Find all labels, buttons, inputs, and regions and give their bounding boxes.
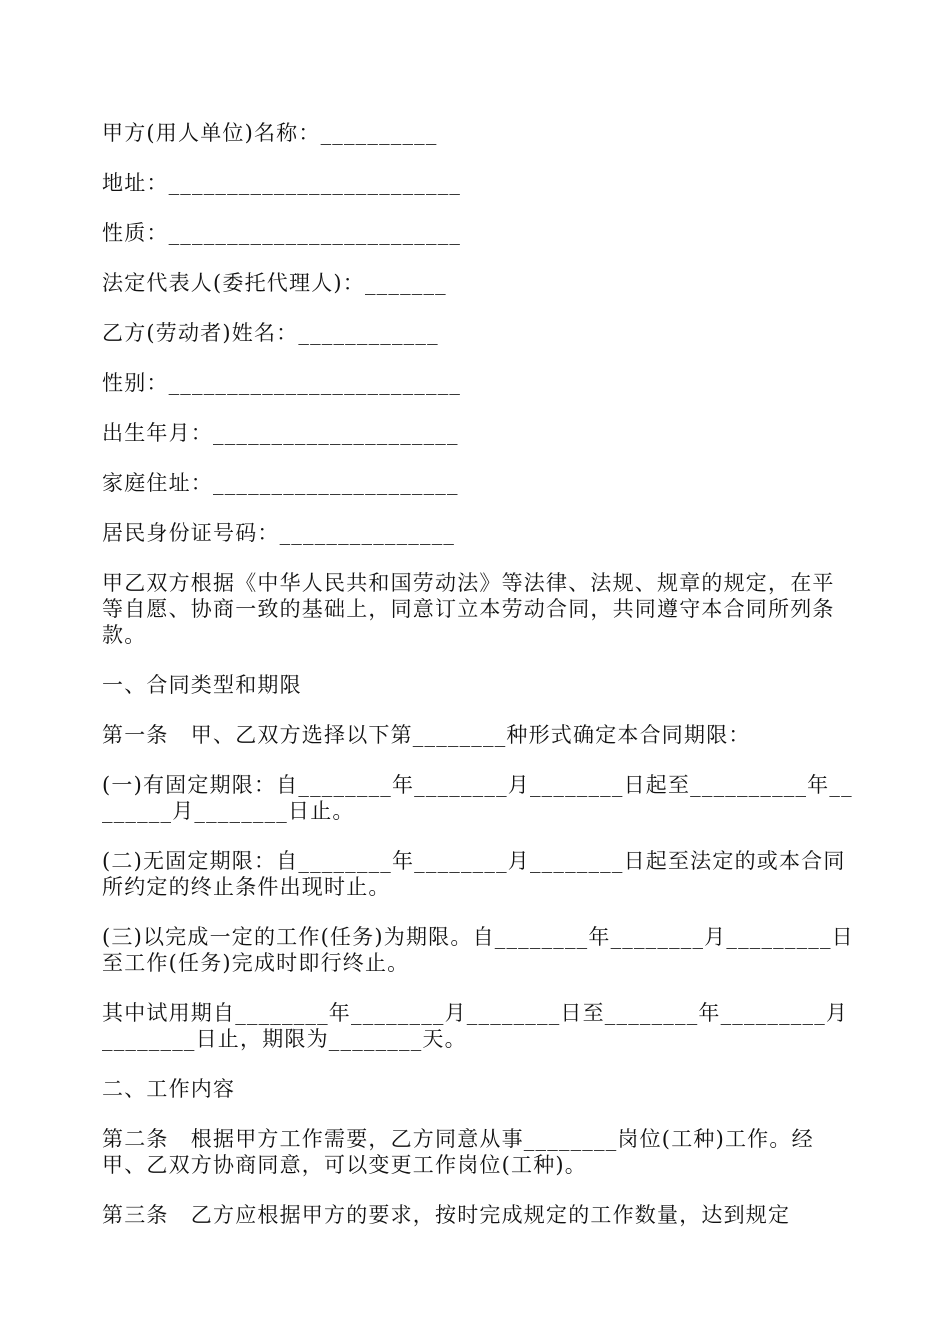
article-3: 第三条 乙方应根据甲方的要求，按时完成规定的工作数量，达到规定 bbox=[102, 1203, 791, 1227]
contract-body bbox=[102, 120, 854, 1252]
option-fixed-term: (一)有固定期限：自________年________月________日起至__________年________月________日止。 bbox=[102, 773, 853, 823]
nature-field: 性质：_________________________ bbox=[102, 221, 462, 245]
article-1: 第一条 甲、乙双方选择以下第________种形式确定本合同期限： bbox=[102, 723, 751, 747]
section-heading-contract-type: 一、合同类型和期限 bbox=[102, 673, 302, 697]
home-address-field: 家庭住址：_____________________ bbox=[102, 471, 459, 495]
legal-representative-field: 法定代表人(委托代理人)：_______ bbox=[102, 271, 447, 295]
article-2: 第二条 根据甲方工作需要，乙方同意从事________岗位(工种)工作。经甲、乙双方协商同意，可以变更工作岗位(工种)。 bbox=[102, 1127, 814, 1177]
id-number-field: 居民身份证号码：_______________ bbox=[102, 521, 456, 545]
birth-date-field: 出生年月：_____________________ bbox=[102, 421, 459, 445]
party-a-name-field: 甲方(用人单位)名称：__________ bbox=[102, 121, 438, 145]
party-b-name-field: 乙方(劳动者)姓名：____________ bbox=[102, 321, 439, 345]
section-heading-work-content: 二、工作内容 bbox=[102, 1077, 236, 1101]
address-field: 地址：_________________________ bbox=[102, 171, 462, 195]
option-open-term: (二)无固定期限：自________年________月________日起至法定的或本合同所约定的终止条件出现时止。 bbox=[102, 849, 846, 899]
probation-period: 其中试用期自________年________月________日至________年_________月________日止，期限为________天。 bbox=[102, 1001, 849, 1051]
option-task-term: (三)以完成一定的工作(任务)为期限。自________年________月_________日至工作(任务)完成时即行终止。 bbox=[102, 925, 854, 975]
preamble-paragraph: 甲乙双方根据《中华人民共和国劳动法》等法律、法规、规章的规定，在平等自愿、协商一致的基础上，同意订立本劳动合同，共同遵守本合同所列条款。 bbox=[102, 571, 835, 647]
gender-field: 性别：_________________________ bbox=[102, 371, 462, 395]
